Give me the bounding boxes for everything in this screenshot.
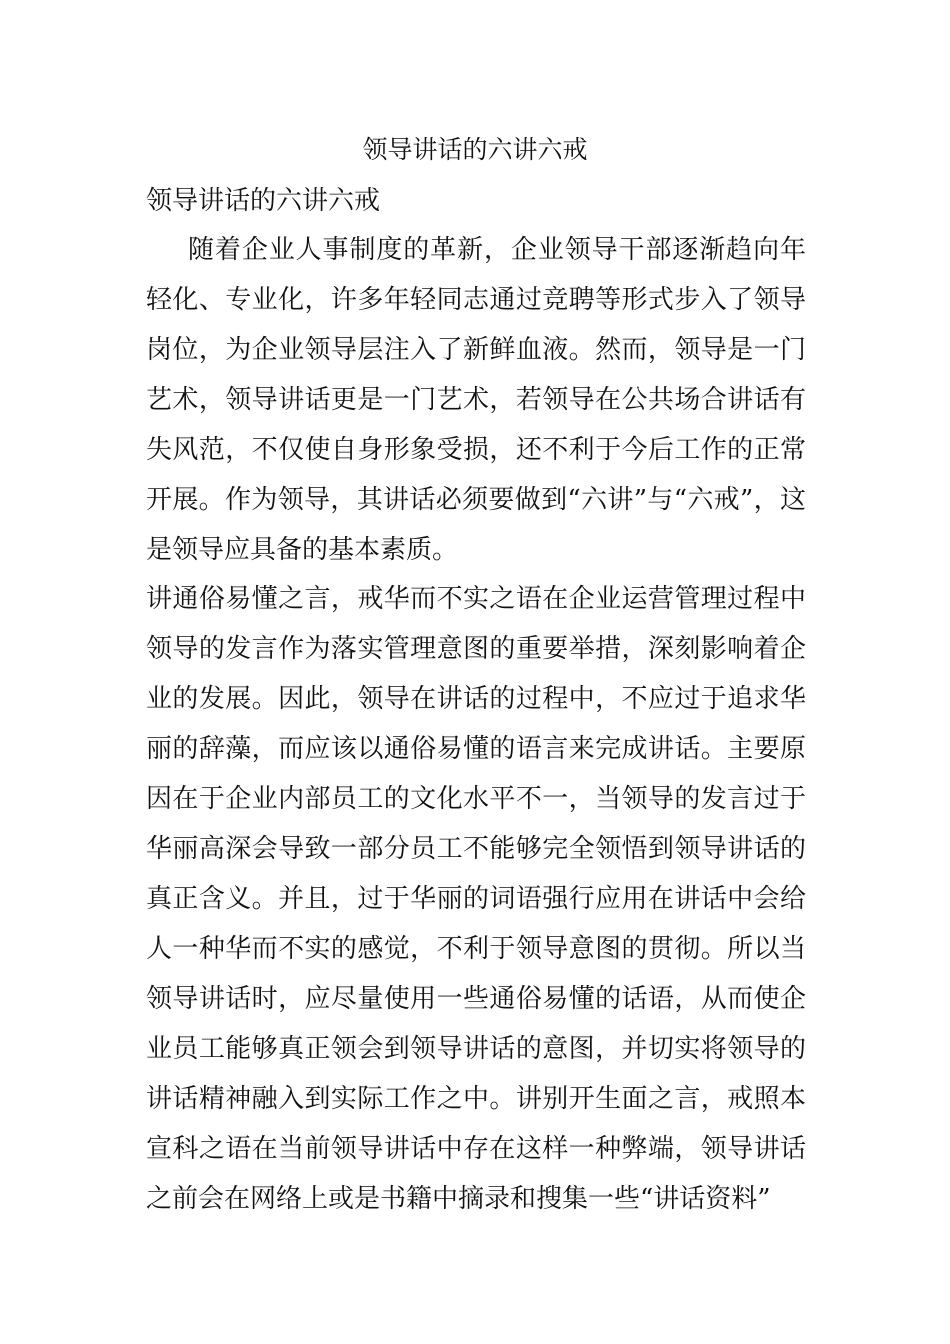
body-paragraph: 讲通俗易懂之言，戒华而不实之语在企业运营管理过程中领导的发言作为落实管理意图的重要举措，深刻影响着企业的发展。因此，领导在讲话的过程中，不应过于追求华丽的辞藻，而应该以通俗易懂的语言来完成讲话。主要原因在于企业内部员工的文化水平不一，当领导的发言过于华丽高深会导致一部分员工不能够完全领悟到领导讲话的真正含义。并且，过于华丽的词语强行应用在讲话中会给人一种华而不实的感觉，不利于领导意图的贯彻。所以当领导讲话时，应尽量使用一些通俗易懂的话语，从而使企业员工能够真正领会到领导讲话的意图，并切实将领导的讲话精神融入到实际工作之中。讲别开生面之言，戒照本宣科之语在当前领导讲话中存在这样一种弊端，领导讲话之前会在网络上或是书籍中摘录和搜集一些“讲话资料” — [146, 584, 806, 1214]
intro-paragraph: 随着企业人事制度的革新，企业领导干部逐渐趋向年轻化、专业化，许多年轻同志通过竞聘等形式步入了领导岗位，为企业领导层注入了新鲜血液。然而，领导是一门艺术，领导讲话更是一门艺术，若领导在公共场合讲话有失风范，不仅使自身形象受损，还不利于今后工作的正常开展。作为领导，其讲话必须要做到“六讲”与“六戒”，这是领导应具备的基本素质。 — [146, 235, 806, 565]
document-subtitle: 领导讲话的六讲六戒 — [146, 186, 381, 216]
document-title: 领导讲话的六讲六戒 — [362, 135, 588, 164]
